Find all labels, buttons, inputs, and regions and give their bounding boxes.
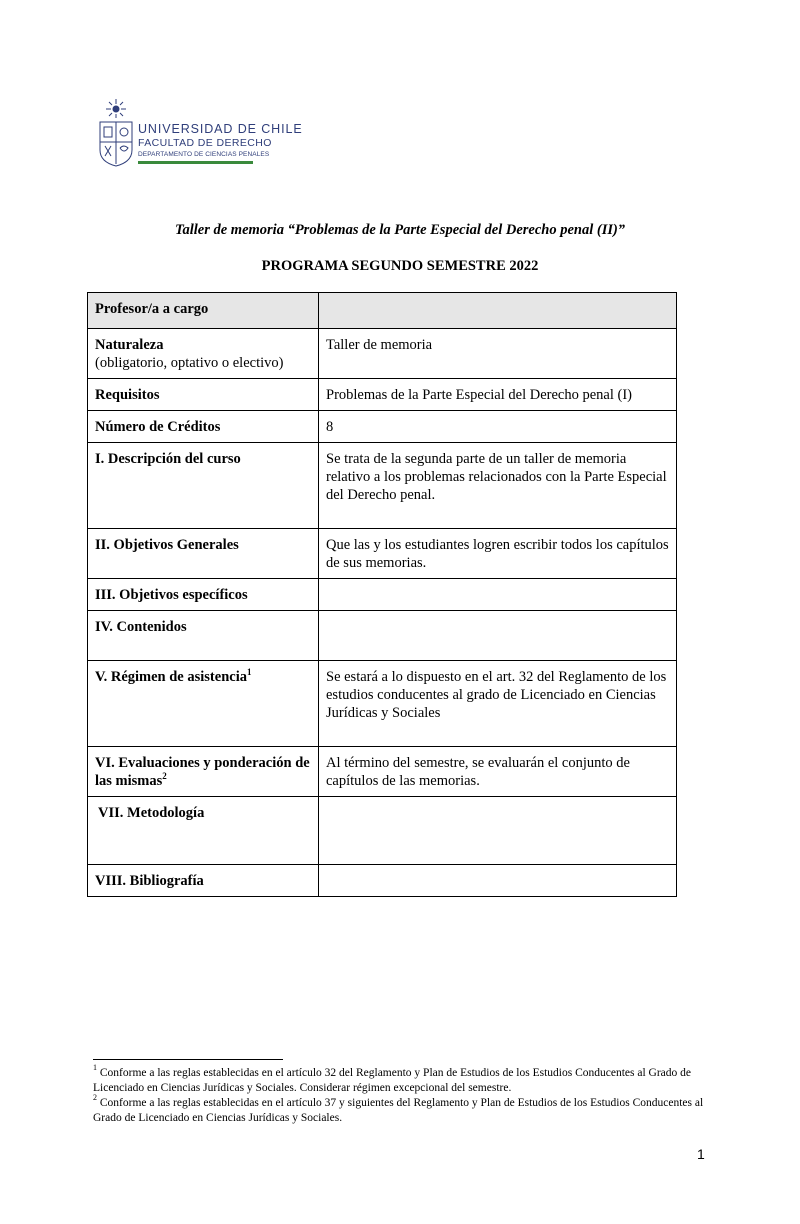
footnote-separator: [93, 1059, 283, 1060]
row-label: IV. Contenidos: [88, 611, 319, 661]
document-title: Taller de memoria “Problemas de la Parte Especial del Derecho penal (II)”: [174, 222, 626, 238]
row-label-text: Naturaleza: [95, 337, 164, 353]
row-label: VIII. Bibliografía: [88, 865, 319, 897]
university-seal-icon: [96, 98, 136, 168]
table-row: [88, 747, 677, 797]
footnotes: [93, 1063, 713, 1126]
row-value: Se trata de la segunda parte de un taller de memoria relativo a los problemas relacionados con la Parte Especial del Derecho penal.: [319, 443, 677, 529]
table-row: [88, 293, 677, 329]
footnote: [93, 1063, 713, 1096]
row-label: VII. Metodología: [88, 797, 319, 865]
row-label: II. Objetivos Generales: [88, 529, 319, 579]
table-row: [88, 529, 677, 579]
page-number: 1: [697, 1146, 705, 1162]
row-value: 8: [319, 411, 677, 443]
row-value: [319, 865, 677, 897]
row-value: Problemas de la Parte Especial del Derecho penal (I): [319, 379, 677, 411]
row-label: I. Descripción del curso: [88, 443, 319, 529]
row-label-note: (obligatorio, optativo o electivo): [95, 355, 284, 371]
row-value: Al término del semestre, se evaluarán el conjunto de capítulos de las memorias.: [319, 747, 677, 797]
footnote-ref: 2: [162, 771, 167, 782]
row-label: [88, 661, 319, 747]
university-logo: [96, 98, 303, 170]
footnote-number: 2: [93, 1093, 97, 1102]
row-value: Taller de memoria: [319, 329, 677, 379]
department-name: DEPARTAMENTO DE CIENCIAS PENALES: [138, 151, 270, 158]
row-label: [88, 747, 319, 797]
university-name: UNIVERSIDAD DE CHILE: [138, 122, 303, 136]
footnote-text: Conforme a las reglas establecidas en el artículo 37 y siguientes del Reglamento y Plan de Estudios de los Estudios Conducentes al Grado de Licenciado en Ciencias Jurídicas y Sociales.: [93, 1097, 704, 1124]
row-label-text: VI. Evaluaciones y ponderación de las mismas: [95, 755, 310, 789]
footnote-number: 1: [93, 1063, 97, 1072]
logo-underline: [138, 161, 253, 164]
table-row: [88, 611, 677, 661]
table-row: [88, 865, 677, 897]
footnote-text: Conforme a las reglas establecidas en el artículo 32 del Reglamento y Plan de Estudios de los Estudios Conducentes al Grado de Licenciado en Ciencias Jurídicas y Sociales. Considerar régimen excepcional del semestre.: [93, 1067, 692, 1094]
row-value: [319, 579, 677, 611]
row-value: Se estará a lo dispuesto en el art. 32 del Reglamento de los estudios conducentes al grado de Licenciado en Ciencias Jurídicas y Sociales: [319, 661, 677, 747]
row-label-text: V. Régimen de asistencia: [95, 669, 247, 685]
row-label: Número de Créditos: [88, 411, 319, 443]
table-row: [88, 329, 677, 379]
program-table: [87, 292, 677, 897]
row-label: Requisitos: [88, 379, 319, 411]
row-label: [88, 329, 319, 379]
row-label: Profesor/a a cargo: [88, 293, 319, 329]
footnote: [93, 1093, 713, 1126]
table-row: [88, 797, 677, 865]
row-value: [319, 611, 677, 661]
table-row: [88, 443, 677, 529]
faculty-name: FACULTAD DE DERECHO: [138, 137, 272, 149]
row-value: [319, 293, 677, 329]
table-row: [88, 579, 677, 611]
row-label: III. Objetivos específicos: [88, 579, 319, 611]
table-row: [88, 379, 677, 411]
document-subtitle: PROGRAMA SEGUNDO SEMESTRE 2022: [261, 258, 539, 274]
row-value: [319, 797, 677, 865]
table-row: [88, 411, 677, 443]
footnote-ref: 1: [246, 667, 252, 678]
row-value: Que las y los estudiantes logren escribir todos los capítulos de sus memorias.: [319, 529, 677, 579]
table-row: [88, 661, 677, 747]
